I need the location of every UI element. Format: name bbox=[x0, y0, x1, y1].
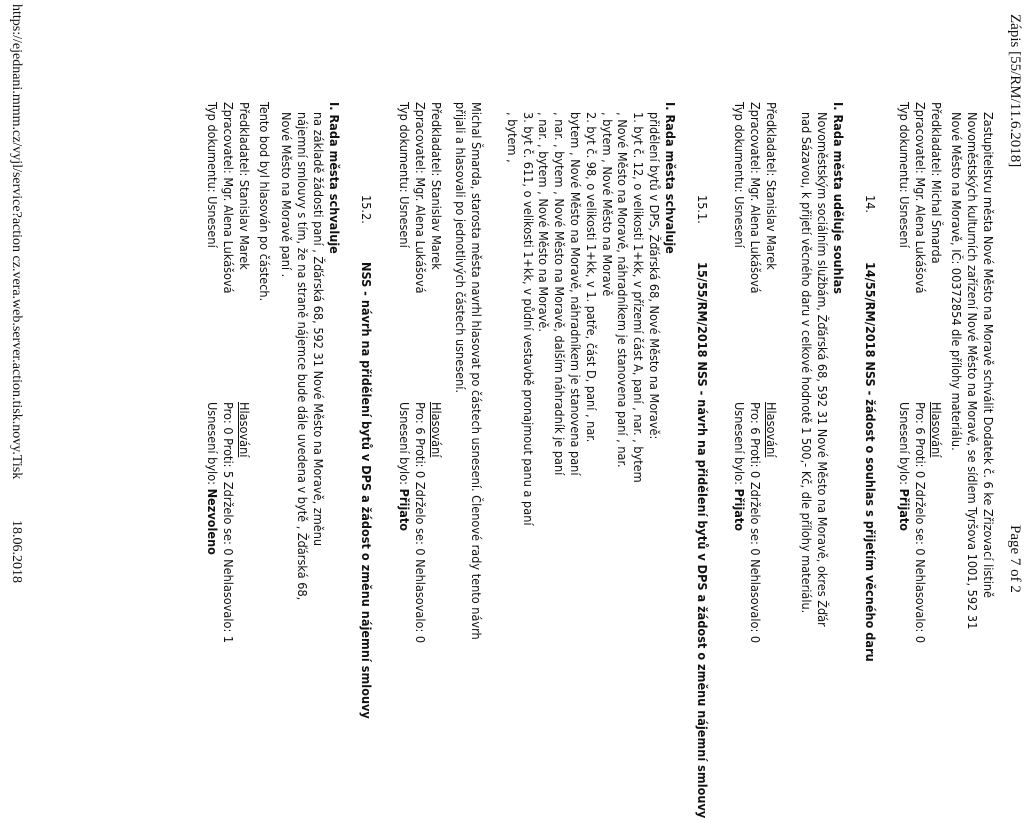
item-14-line: Novoměstským sociálním službám, Žďárská 68, 592 31 Nové Město na Moravě, okres Žďár bbox=[815, 112, 830, 627]
item-15-2-line: Nové Město na Moravě paní . bbox=[279, 112, 295, 278]
item-15-1-line: přidělení bytů v DPS, Žďárská 68, Nové Město na Moravě: bbox=[647, 112, 662, 440]
vote-result-value: Nezvoleno bbox=[205, 488, 221, 555]
intro-meta bbox=[897, 102, 944, 644]
item-15-1-line: 2. byt č. 98, o velikosti 1+kk, v 1. patře, část D, paní , nar. bbox=[583, 112, 599, 443]
item-14-meta bbox=[732, 102, 779, 644]
prepared-by: Zpracovatel: Mgr. Alena Lukášová bbox=[913, 102, 929, 294]
intro-line: Nové Město na Moravě, IČ: 00372854 dle přílohy materiálu. bbox=[949, 112, 965, 451]
vote-result: Usnesení bylo: Nezvoleno bbox=[205, 402, 221, 555]
proposer: Předkladatel: Stanislav Marek bbox=[764, 102, 779, 270]
page-header-pagination: Page 7 of 2 bbox=[1007, 525, 1023, 593]
item-14-section: I. Rada města uděluje souhlas bbox=[831, 102, 846, 295]
vote-heading: Hlasování bbox=[237, 402, 252, 458]
item-15-1-paragraph bbox=[452, 102, 484, 640]
item-14-line: nad Sázavou, k přijetí věcného daru v celkové hodnotě 1 500,- Kč, dle přílohy materiálu. bbox=[799, 112, 815, 614]
vote-heading: Hlasování bbox=[429, 402, 444, 458]
item-15-1-line: 1. byt č. 12, o velikosti 1+kk, v přízemí část A, paní , nar. , bytem bbox=[631, 112, 647, 483]
vote-result: Usnesení bylo: Přijato bbox=[397, 402, 413, 532]
prepared-by: Zpracovatel: Mgr. Alena Lukášová bbox=[413, 102, 429, 294]
item-15-1-line: , nar. , bytem , Nové Město na Moravě, dalším náhradník je paní bbox=[552, 112, 568, 476]
item-15-2-meta bbox=[205, 102, 252, 644]
item-15-1-text bbox=[504, 112, 662, 526]
document-type: Typ dokumentu: Usnesení bbox=[397, 102, 413, 248]
intro-line: Novoměstských kulturních zařízení Nové Město na Moravě, se sídlem Tyršova 1001, 592 31 bbox=[965, 112, 981, 630]
page-footer-url: https://ejednani.mmm.cz/vyjl/service?action cz.vera.web.server.action.tisk.novy.Tisk bbox=[9, 4, 24, 480]
vote-heading: Hlasování bbox=[764, 402, 779, 458]
vote-result: Usnesení bylo: Přijato bbox=[732, 402, 748, 532]
item-15-1-line: bytem , Nové Město na Moravě, náhradníkem je stanovena paní bbox=[568, 112, 584, 476]
vote-result-value: Přijato bbox=[897, 488, 913, 532]
item-15-1-section: I. Rada města schvaluje bbox=[663, 102, 678, 254]
vote-heading: Hlasování bbox=[929, 402, 944, 458]
vote-counts: Pro: 6 Proti: 0 Zdrželo se: 0 Nehlasovalo: 0 bbox=[413, 402, 429, 644]
document-type: Typ dokumentu: Usnesení bbox=[732, 102, 748, 248]
vote-result-value: Přijato bbox=[732, 488, 748, 532]
item-15-2-line: na základě žádosti paní , Žďárská 68, 592 31 Nové Město na Moravě, změnu bbox=[311, 112, 326, 547]
item-15-2-title: NSS - návrh na přidělení bytů v DPS a žádost o změnu nájemní smlouvy bbox=[359, 262, 374, 719]
item-15-2-number: 15.2. bbox=[359, 195, 374, 224]
item-15-1-line: , nar. , bytem , Nové Město na Moravě. bbox=[536, 112, 552, 332]
item-15-2-line: nájemní smlouvy s tím, že na straně nájemce bude dále uvedena v bytě , Žďárská 68, bbox=[295, 112, 311, 601]
document-type: Typ dokumentu: Usnesení bbox=[205, 102, 221, 248]
page-header-title: Zápis [55/RM/11.6.2018] bbox=[1007, 14, 1023, 168]
item-15-1-title: 15/55/RM/2018 NSS - návrh na přidělení bytů v DPS a žádost o změnu nájemní smlouvy bbox=[695, 262, 710, 818]
prepared-by: Zpracovatel: Mgr. Alena Lukášová bbox=[748, 102, 764, 294]
proposer: Předkladatel: Michal Šmarda bbox=[929, 102, 944, 264]
vote-counts: Pro: 6 Proti: 0 Zdrželo se: 0 Nehlasovalo: 0 bbox=[913, 402, 929, 644]
vote-counts: Pro: 0 Proti: 5 Zdrželo se: 0 Nehlasovalo: 1 bbox=[221, 402, 237, 644]
proposer: Předkladatel: Stanislav Marek bbox=[237, 102, 252, 270]
item-15-1-line: , bytem , bbox=[504, 112, 520, 163]
intro-text bbox=[949, 112, 996, 629]
paragraph-line: přijali a hlasovali po jednotlivých částech usnesení. bbox=[453, 102, 469, 394]
item-15-1-line: 3. byt č. 611, o velikosti 1+kk, v půdní vestavbě pronajmout panu a paní bbox=[520, 112, 536, 526]
item-15-1-meta bbox=[397, 102, 444, 644]
item-15-1-number: 15.1. bbox=[695, 195, 710, 224]
proposer: Předkladatel: Stanislav Marek bbox=[429, 102, 444, 270]
item-15-2-text bbox=[279, 112, 326, 600]
intro-line: Zastupitelstvu města Nové Město na Moravě schválit Dodatek č. 6 ke Zřizovací listině bbox=[981, 112, 996, 599]
vote-result: Usnesení bylo: Přijato bbox=[897, 402, 913, 532]
item-15-2-section: I. Rada města schvaluje bbox=[327, 102, 342, 254]
item-14-text bbox=[798, 112, 830, 627]
prepared-by: Zpracovatel: Mgr. Alena Lukášová bbox=[221, 102, 237, 294]
document-type: Typ dokumentu: Usnesení bbox=[897, 102, 913, 248]
page-footer-date: 18.06.2018 bbox=[9, 520, 24, 583]
vote-counts: Pro: 6 Proti: 0 Zdrželo se: 0 Nehlasovalo: 0 bbox=[748, 402, 764, 644]
paragraph-line: Michal Šmarda, starosta města navrhl hlasovat po částech usnesení. Členové rady tento návrh bbox=[469, 102, 484, 640]
item-15-1-line: , Nové Město na Moravě, náhradníkem je stanovena paní , nar. bbox=[615, 112, 631, 468]
vote-result-value: Přijato bbox=[397, 488, 413, 532]
item-14-number: 14. bbox=[863, 195, 878, 214]
item-15-2-note: Tento bod byl hlasován po částech. bbox=[257, 102, 272, 302]
item-15-1-line: , bytem , Nové Město na Moravě bbox=[599, 112, 615, 297]
item-14-title: 14/55/RM/2018 NSS - žádost o souhlas s přijetím věcného daru bbox=[863, 262, 878, 662]
